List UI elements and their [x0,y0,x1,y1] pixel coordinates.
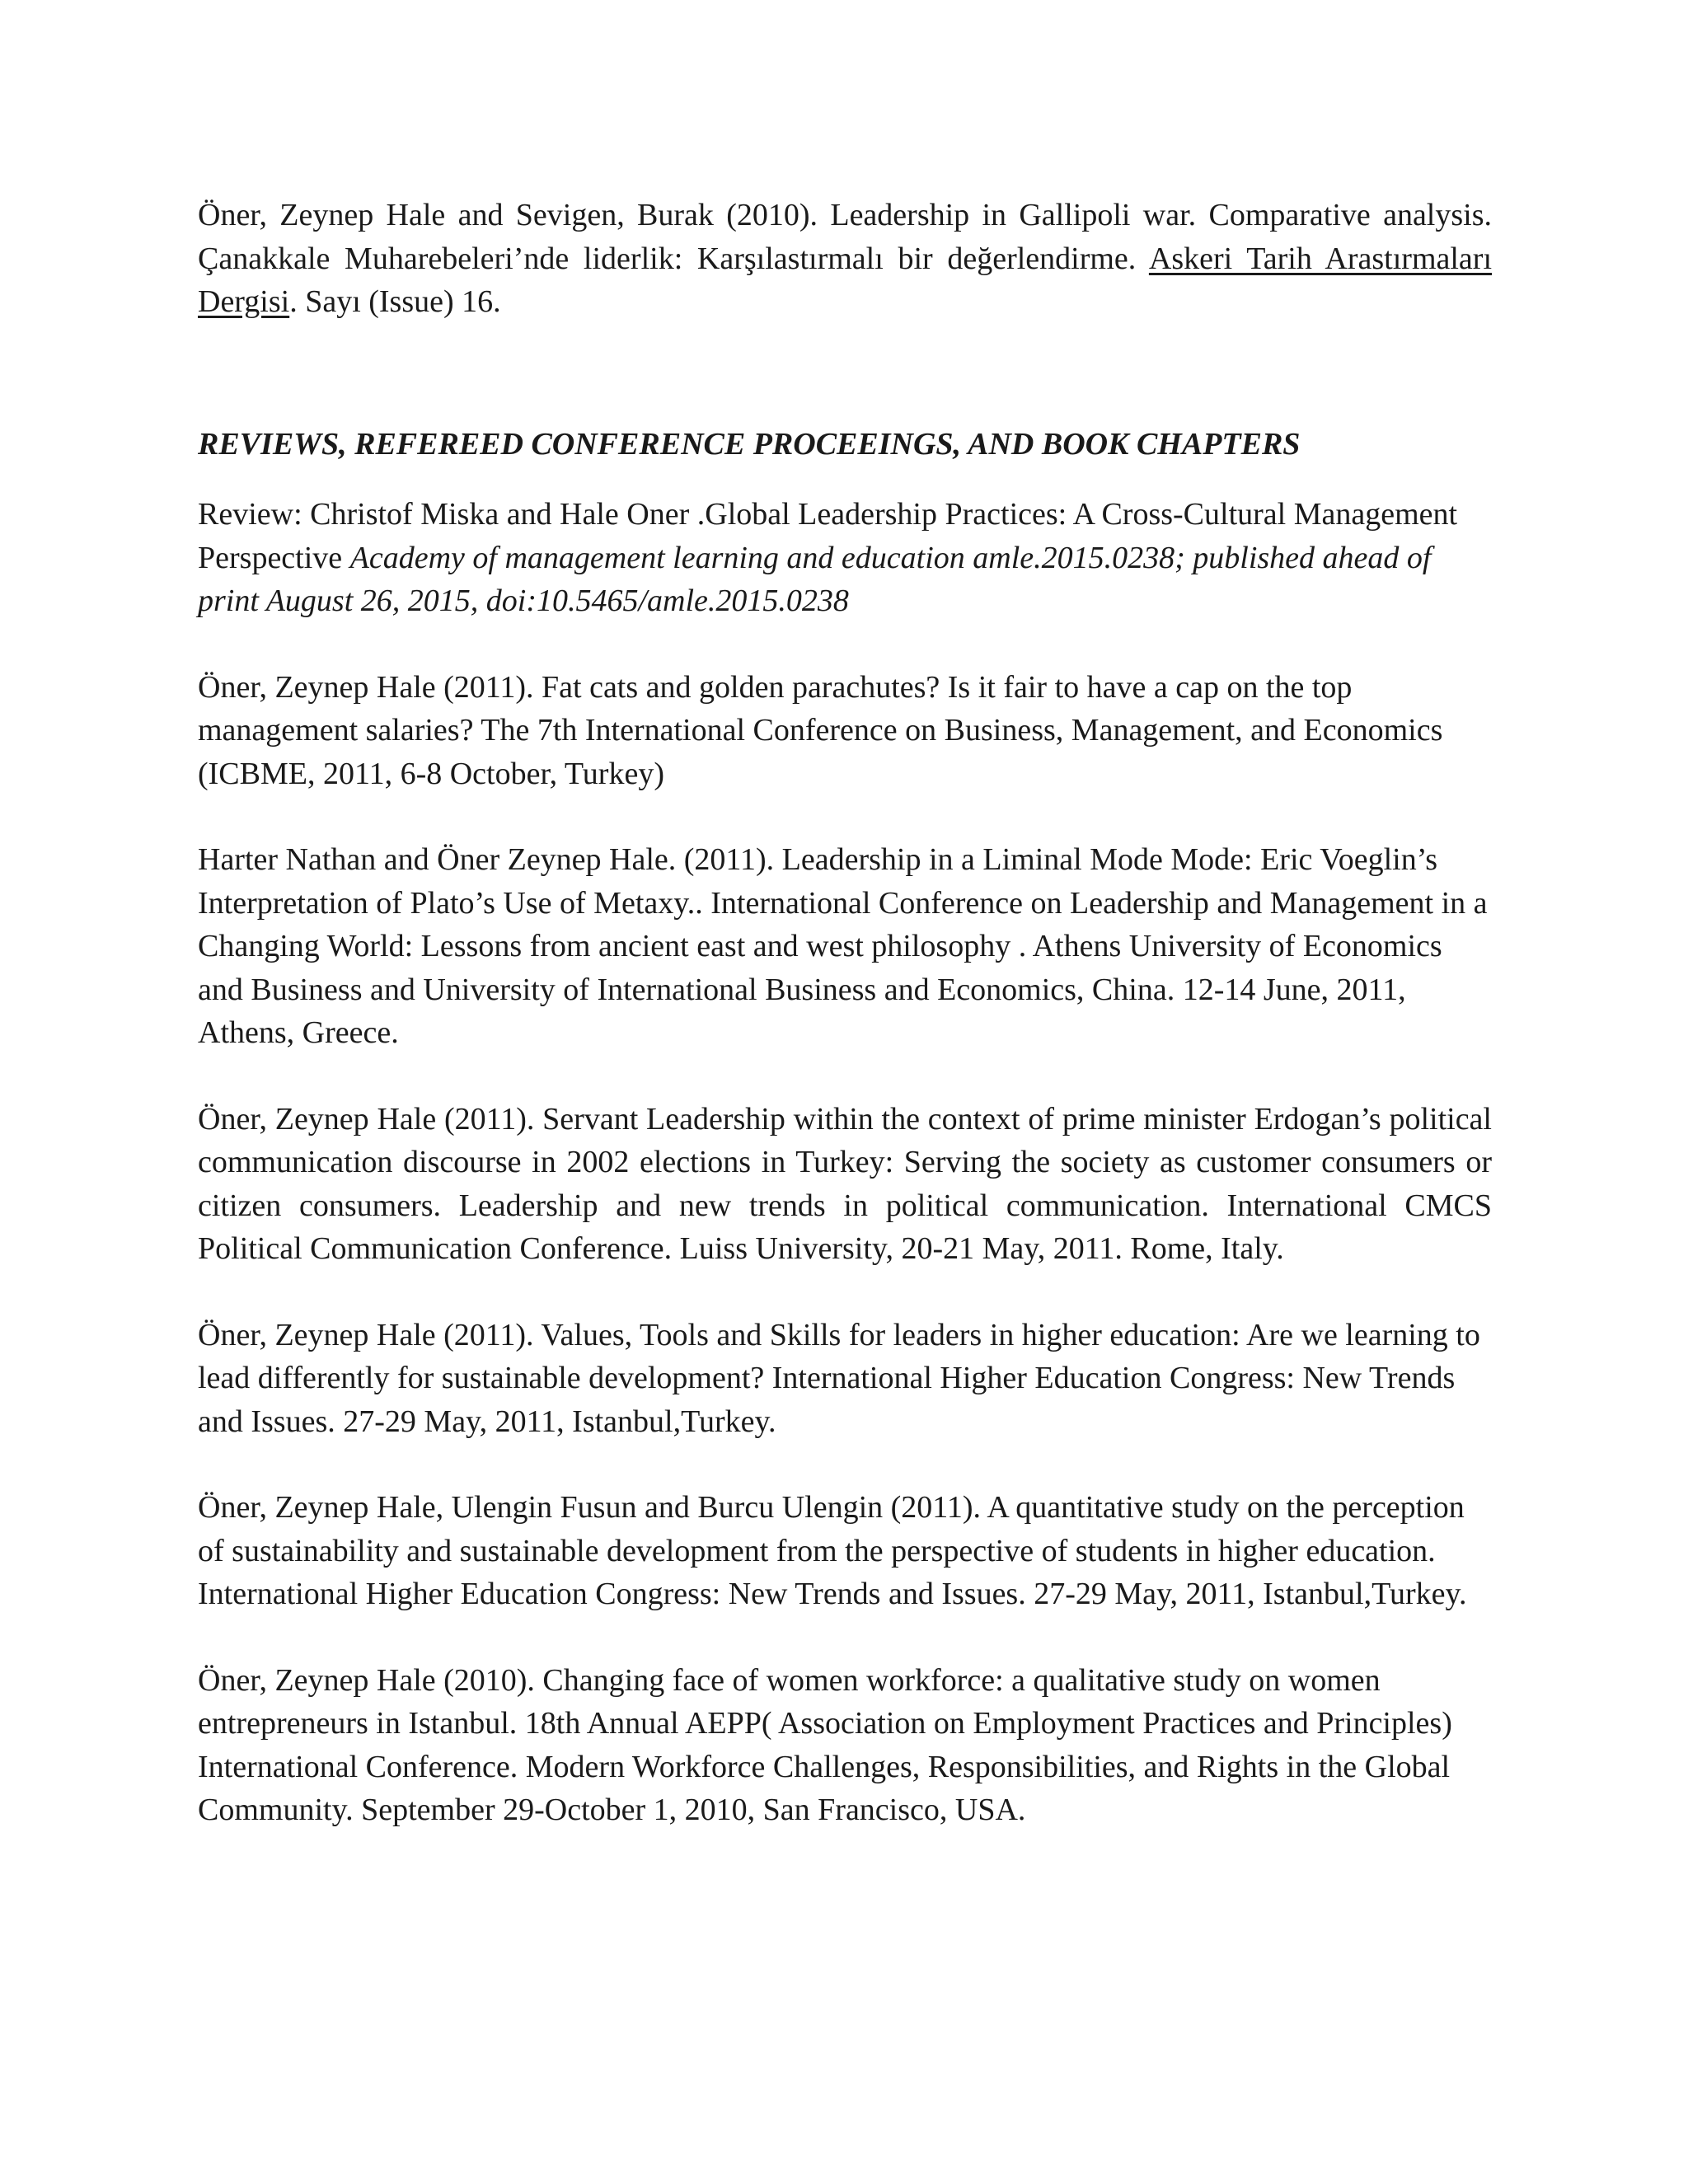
reference-entry: Öner, Zeynep Hale, Ulengin Fusun and Burcu Ulengin (2011). A quantitative study on the perception of sustainability and sustainable development from the perspective of students in higher education. International Higher Education Congress: New Trends and Issues. 27-29 May, 2011, Istanbul,Turkey. [198,1490,1467,1611]
reference-entry: Öner, Zeynep Hale (2011). Servant Leadership within the context of prime minister Erdogan’s political communication discourse in 2002 elections in Turkey: Serving the society as customer consumers or citizen consumers. Leadership and new trends in political communication. International CMCS Political Communication Conference. Luiss University, 20-21 May, 2011. Rome, Italy. [198,1101,1492,1266]
reference-entry: Öner, Zeynep Hale (2010). Changing face of women workforce: a qualitative study on women entrepreneurs in Istanbul. 18th Annual AEPP( Association on Employment Practices and Principles) International Conference. Modern Workforce Challenges, Responsibilities, and Rights in the Global Community. September 29-October 1, 2010, San Francisco, USA. [198,1662,1452,1827]
review-italic-citation: Academy of management learning and education amle.2015.0238; published ahead of print August 26, 2015, doi:10.5465/amle.2015.0238 [198,540,1432,618]
reference-text-tail: . Sayı (Issue) 16. [289,284,501,319]
reference-text: Öner, Zeynep Hale and Sevigen, Burak (2010). Leadership in Gallipoli war. Comparative analysis. Çanakkale Muharebeleri’nde liderlik: Karşılastırmalı bir değerlendirme. [198,198,1492,276]
review-prefix: Review: Christof Miska and Hale Oner .Global Leadership Practices: A Cross-Cultural Management Perspective [198,497,1458,575]
review-entry [198,493,1492,623]
reference-entry-gallipoli [198,194,1492,324]
section-heading: REVIEWS, REFEREED CONFERENCE PROCEEINGS, AND BOOK CHAPTERS [198,426,1301,462]
document-page [198,194,1492,1832]
reference-entry: Harter Nathan and Öner Zeynep Hale. (2011). Leadership in a Liminal Mode Mode: Eric Voeglin’s Interpretation of Plato’s Use of Metaxy.. International Conference on Leadership and Management in a Changing World: Lessons from ancient east and west philosophy . Athens University of Economics and Business and University of International Business and Economics, China. 12-14 June, 2011, Athens, Greece. [198,842,1488,1050]
journal-link[interactable]: Askeri Tarih Arastırmaları Dergisi [198,241,1493,319]
reference-entry: Öner, Zeynep Hale (2011). Fat cats and golden parachutes? Is it fair to have a cap on the top management salaries? The 7th International Conference on Business, Management, and Economics (ICBME, 2011, 6-8 October, Turkey) [198,669,1443,791]
reference-entry: Öner, Zeynep Hale (2011). Values, Tools and Skills for leaders in higher education: Are we learning to lead differently for sustainable development? International Higher Education Congress: New Trends and Issues. 27-29 May, 2011, Istanbul,Turkey. [198,1317,1480,1439]
